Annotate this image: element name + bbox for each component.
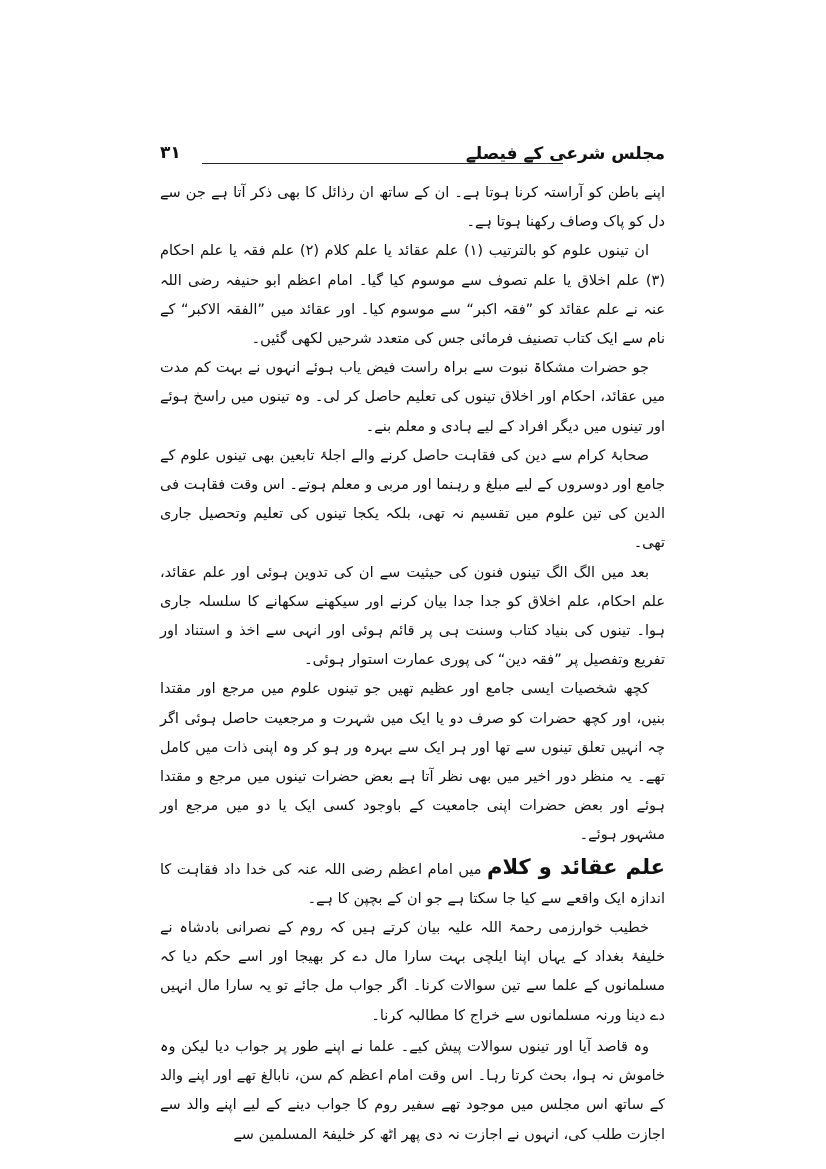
paragraph-6: کچھ شخصیات ایسی جامع اور عظیم تھیں جو تینوں علوم میں مرجع اور مقتدا بنیں، اور کچھ حضرات کو صرف دو یا ایک میں شہرت و مرجعیت حاصل ہوئی اگر چہ انہیں تعلق تینوں سے تھا اور ہر ایک سے بہرہ ور ہو کر وہ اپنی ذات میں کامل تھے۔ یہ منظر دور اخیر میں بھی نظر آتا ہے بعض حضرات تینوں میں مرجع و مقتدا ہوئے اور بعض حضرات اپنی جامعیت کے باوجود کسی ایک یا دو میں مرجع اور مشہور ہوئے۔ <box>160 681 665 844</box>
page-number: ۳۱ <box>160 143 181 163</box>
running-title: مجلس شرعی کے فیصلے <box>465 144 665 164</box>
paragraph-1: اپنے باطن کو آراستہ کرنا ہوتا ہے۔ ان کے ساتھ ان رذائل کا بھی ذکر آتا ہے جن سے دل کو پاک وصاف رکھنا ہوتا ہے۔ <box>160 185 665 231</box>
paragraph-2: ان تینوں علوم کو بالترتیب (۱) علم عقائد یا علم کلام (۲) علم فقہ یا علم احکام (۳) علم اخلاق یا علم تصوف سے موسوم کیا گیا۔ امام اعظم ابو حنیفہ رضی اللہ عنہ نے علم عقائد کو ”فقہ اکبر“ سے موسوم کیا۔ اور عقائد میں ”الفقہ الاکبر“ کے نام سے ایک کتاب تصنیف فرمائی جس کی متعدد شرحیں لکھی گئیں۔ <box>160 243 665 348</box>
header-rule <box>202 163 563 164</box>
page-body <box>160 179 665 1150</box>
heading-paragraph <box>160 853 665 914</box>
paragraph-5: بعد میں الگ الگ تینوں فنون کی حیثیت سے ان کی تدوین ہوئی اور علم عقائد، علم احکام، علم اخلاق کو جدا جدا بیان کرنے اور سیکھنے سکھانے کا سلسلہ جاری ہوا۔ تینوں کی بنیاد کتاب وسنت ہی پر قائم ہوئی اور انہی سے اخذ و استناد اور تفریع وتفصیل پر ”فقہ دین“ کی پوری عمارت استوار ہوئی۔ <box>160 564 665 669</box>
page-header <box>160 143 665 169</box>
paragraph-8: وہ قاصد آیا اور تینوں سوالات پیش کیے۔ علما نے اپنے طور پر جواب دیا لیکن وہ خاموش نہ ہوا، بحث کرتا رہا۔ اس وقت امام اعظم کم سن، نابالغ تھے اور اپنے والد کے ساتھ اس مجلس میں موجود تھے سفیر روم کا جواب دینے کے لیے اپنے والد سے اجازت طلب کی، انہوں نے اجازت نہ دی پھر اٹھ کر خلیفۃ المسلمین سے <box>160 1038 665 1143</box>
paragraph-3: جو حضرات مشکاۃ نبوت سے براہ راست فیض یاب ہوئے انہوں نے بہت کم مدت میں عقائد، احکام اور اخلاق تینوں کی تعلیم حاصل کر لی۔ وہ تینوں میں راسخ ہوئے اور تینوں میں دیگر افراد کے لیے ہادی و معلم بنے۔ <box>160 360 665 435</box>
section-heading: علم عقائد و کلام <box>487 854 665 879</box>
heading-paragraph-text: میں امام اعظم رضی اللہ عنہ کی خدا داد فقاہت کا اندازہ ایک واقعے سے کیا جا سکتا ہے جو ان کے بچپن کا ہے۔ <box>160 861 665 907</box>
paragraph-7: خطیب خوارزمی رحمۃ اللہ علیہ بیان کرتے ہیں کہ روم کے نصرانی بادشاہ نے خلیفۂ بغداد کے یہاں اپنا ایلچی بہت سارا مال دے کر بھیجا اور اسے حکم دیا کہ مسلمانوں کے علما سے تین سوالات کرنا۔ اگر جواب مل جائے تو یہ سارا مال انہیں دے دینا ورنہ مسلمانوں سے خراج کا مطالبہ کرنا۔ <box>160 920 665 1024</box>
paragraph-4: صحابۂ کرام سے دین کی فقاہت حاصل کرنے والے اجلۂ تابعین بھی تینوں علوم کے جامع اور دوسروں کے لیے مبلغ و رہنما اور مربی و معلم ہوتے۔ اس وقت فقاہت فی الدین کی تین علوم میں تقسیم نہ تھی، بلکہ یکجا تینوں کی تعلیم وتحصیل جاری تھی۔ <box>160 447 665 552</box>
